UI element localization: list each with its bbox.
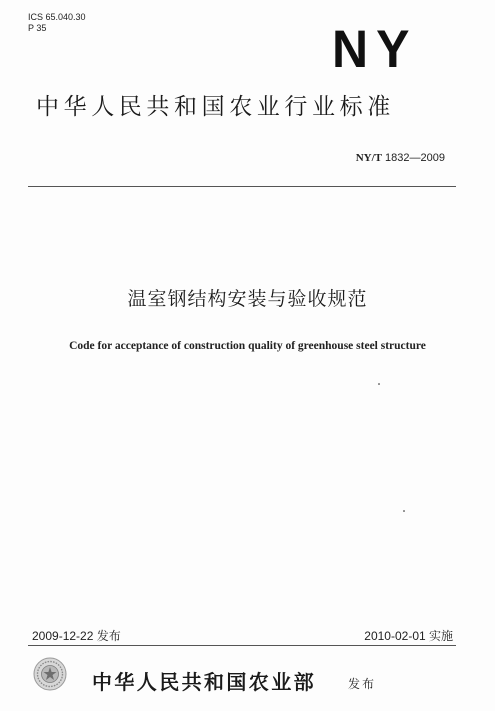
ny-logo: NY [332,19,418,79]
classification-codes [28,12,86,34]
issuing-authority: 中华人民共和国农业部 [92,670,316,694]
scan-speck [403,510,405,512]
issuing-authority-suffix: 发布 [348,677,377,691]
standard-number-prefix: NY/T [355,152,382,164]
ics-code: ICS 65.040.30 [28,12,86,22]
standard-number-value: 1832—2009 [385,152,445,164]
standard-type-heading: 中华人民共和国农业行业标准 [36,94,395,120]
standard-number [356,152,445,164]
bottom-divider [28,645,456,646]
document-title-chinese: 温室钢结构安装与验收规范 [127,288,368,310]
category-code: P 35 [28,23,47,33]
document-title-english: Code for acceptance of construction quality of greenhouse steel structure [69,340,426,352]
top-divider [28,186,456,187]
implementation-date: 2010-02-01 实施 [364,629,453,643]
scan-speck [378,383,380,385]
ministry-emblem-icon [33,657,67,691]
issue-date: 2009-12-22 发布 [32,629,121,643]
